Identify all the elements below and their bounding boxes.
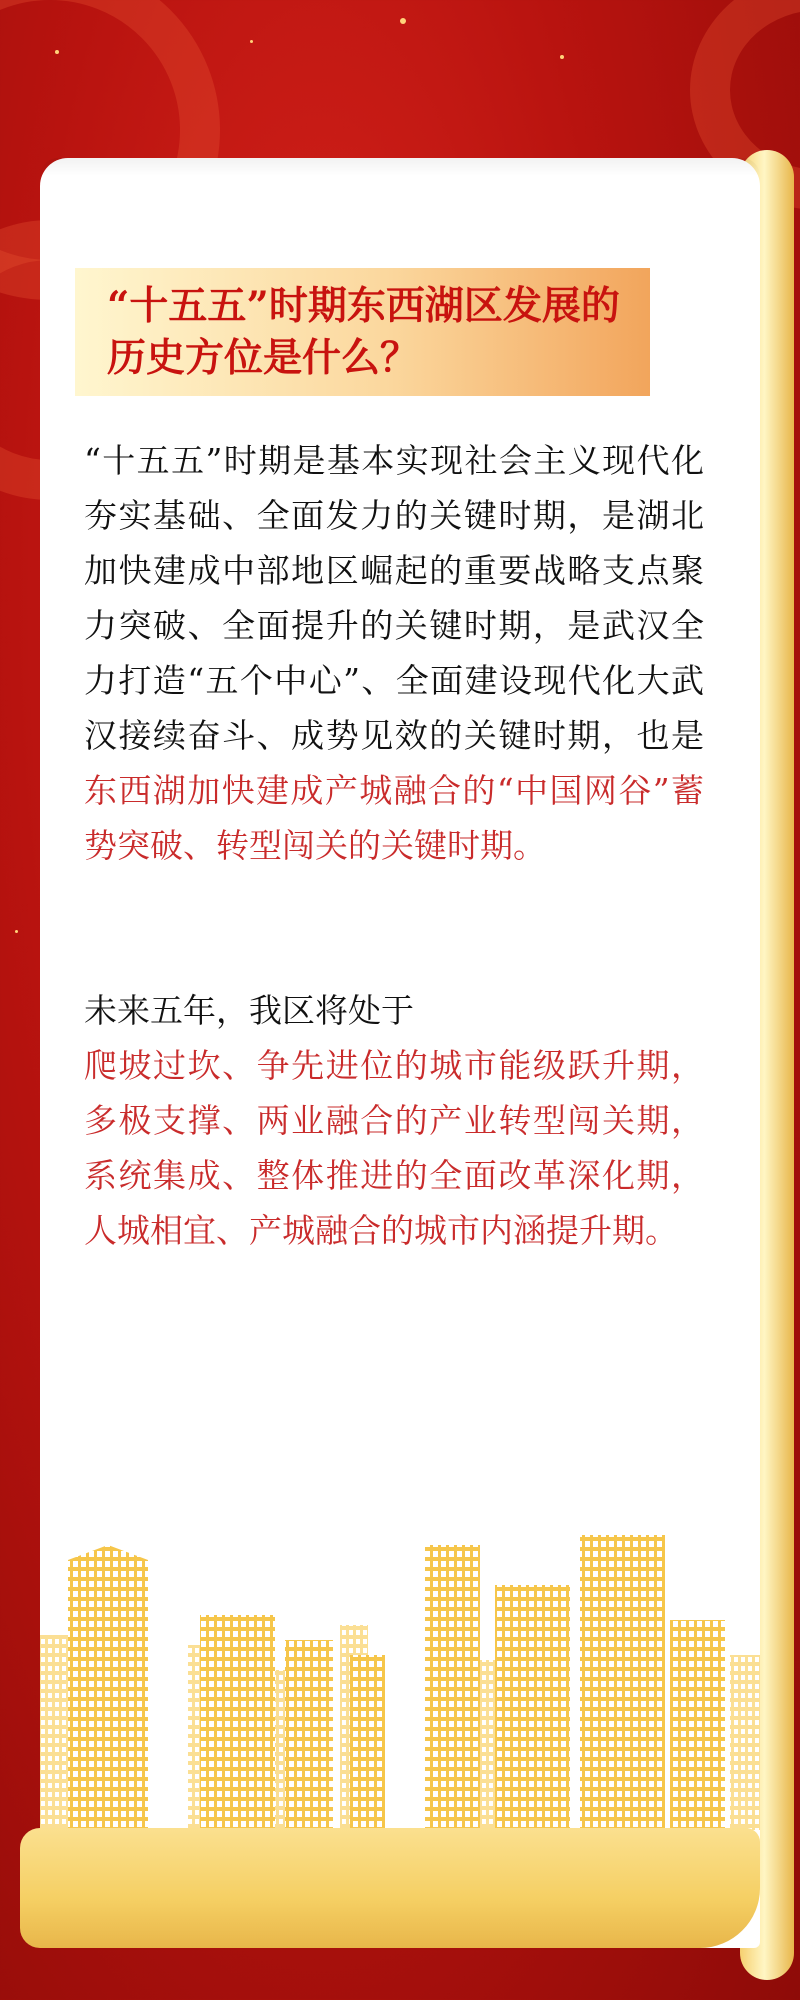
- sparkle: [560, 55, 564, 59]
- scroll-bottom-roll: [20, 1828, 760, 1948]
- paragraph-1: [84, 433, 704, 873]
- city-skyline-illustration: [40, 1530, 760, 1830]
- sparkle: [250, 40, 253, 43]
- sparkle: [15, 930, 18, 933]
- title-banner: [75, 268, 650, 396]
- paragraph-2-intro: 未来五年，我区将处于: [84, 991, 414, 1030]
- scroll-top-shade: [40, 158, 760, 176]
- sparkle: [55, 50, 59, 54]
- paragraph-2: [84, 983, 704, 1258]
- paragraph-2-highlight: 爬坡过坎、争先进位的城市能级跃升期，多极支撑、两业融合的产业转型闯关期，系统集成、整体推进的全面改革深化期，人城相宜、产城融合的城市内涵提升期。: [84, 1046, 704, 1250]
- paragraph-1-text: “十五五”时期是基本实现社会主义现代化夯实基础、全面发力的关键时期，是湖北加快建成中部地区崛起的重要战略支点聚力突破、全面提升的关键时期，是武汉全力打造“五个中心”、全面建设现代化大武汉接续奋斗、成势见效的关键时期，也是: [84, 441, 704, 755]
- page-title: “十五五”时期东西湖区发展的历史方位是什么？: [107, 283, 620, 381]
- sparkle: [400, 18, 406, 24]
- paragraph-1-highlight: 东西湖加快建成产城融合的“中国网谷”蓄势突破、转型闯关的关键时期。: [84, 771, 704, 865]
